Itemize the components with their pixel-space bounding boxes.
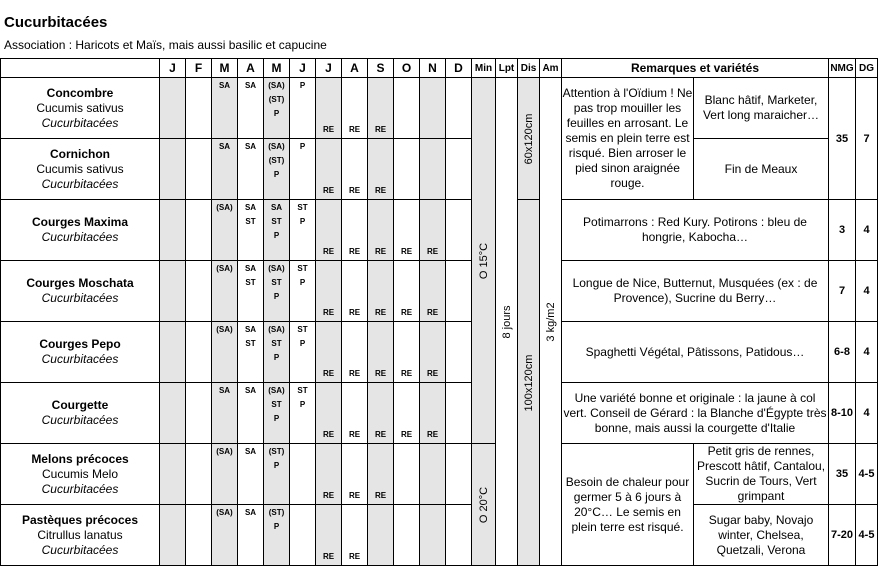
activity-code: (SA) [268, 386, 285, 395]
harvest-code: RE [374, 369, 387, 378]
month-cell [264, 261, 290, 322]
harvest-code: RE [400, 247, 413, 256]
header-month: M [212, 59, 238, 78]
dg-value: 7 [856, 78, 878, 200]
vegetable-latin: Cucumis Melo [41, 466, 119, 481]
table-row [1, 78, 878, 139]
month-cell [342, 505, 368, 566]
harvest-code: RE [400, 308, 413, 317]
vegetable-name: Courges Pepo [39, 337, 121, 351]
activity-code: SA [244, 325, 257, 334]
month-cell [394, 200, 420, 261]
activity-code: P [273, 414, 280, 423]
vegetable-family: Cucurbitacées [41, 230, 119, 244]
remark-varieties: Petit gris de rennes, Prescott hâtif, Cantalou, Sucrin de Tours, Vert grimpant [694, 444, 829, 505]
activity-code: SA [218, 81, 231, 90]
month-cell [290, 200, 316, 261]
month-cell [212, 139, 238, 200]
harvest-code: RE [426, 308, 439, 317]
vegetable-family: Cucurbitacées [41, 291, 119, 305]
month-cell [238, 200, 264, 261]
table-row [1, 261, 878, 322]
header-dg: DG [856, 59, 878, 78]
month-cell [342, 78, 368, 139]
month-cell [420, 505, 446, 566]
activity-code: P [273, 292, 280, 301]
month-cell [420, 444, 446, 505]
vegetable-cell [1, 78, 160, 139]
header-lpt: Lpt [496, 59, 518, 78]
month-cell [186, 261, 212, 322]
month-cell [394, 261, 420, 322]
remark-note: Besoin de chaleur pour germer 5 à 6 jours à 20°C… Le semis en plein terre est risqué. [562, 444, 694, 566]
month-cell [316, 383, 342, 444]
vegetable-name: Melons précoces [31, 451, 129, 466]
harvest-code: RE [322, 552, 335, 561]
month-cell [238, 78, 264, 139]
nmg-value: 3 [829, 200, 856, 261]
activity-code: SA [244, 203, 257, 212]
month-cell [160, 78, 186, 139]
harvest-code: RE [348, 552, 361, 561]
table-row [1, 322, 878, 383]
activity-code: (SA) [268, 325, 285, 334]
harvest-code: RE [322, 491, 335, 500]
month-cell [368, 322, 394, 383]
month-cell [238, 261, 264, 322]
activity-code: ST [245, 217, 256, 226]
vegetable-latin: Cucumis sativus [36, 100, 124, 115]
header-month: M [264, 59, 290, 78]
activity-code: SA [218, 142, 231, 151]
month-cell [316, 444, 342, 505]
min-temp-cell [472, 78, 496, 444]
dis-cell [518, 200, 540, 566]
month-cell [342, 200, 368, 261]
month-cell [264, 444, 290, 505]
nmg-value: 7-20 [829, 505, 856, 566]
activity-code: (ST) [268, 156, 285, 165]
month-cell [368, 139, 394, 200]
activity-code: P [273, 231, 280, 240]
dg-value: 4 [856, 322, 878, 383]
header-month: D [446, 59, 472, 78]
header-dis: Dis [518, 59, 540, 78]
activity-code: (SA) [216, 447, 233, 456]
month-cell [290, 505, 316, 566]
activity-code: (SA) [268, 264, 285, 273]
harvest-code: RE [322, 125, 335, 134]
month-cell [394, 444, 420, 505]
vegetable-name: Courges Moschata [26, 276, 134, 290]
month-cell [212, 261, 238, 322]
month-cell [342, 261, 368, 322]
activity-code: ST [271, 217, 282, 226]
vegetable-cell [1, 322, 160, 383]
vegetable-cell [1, 200, 160, 261]
activity-code: (ST) [268, 508, 285, 517]
month-cell [394, 78, 420, 139]
lpt-text: 8 jours [500, 304, 513, 339]
activity-code: P [299, 142, 306, 151]
header-month: F [186, 59, 212, 78]
nmg-value: 6-8 [829, 322, 856, 383]
harvest-code: RE [348, 430, 361, 439]
month-cell [264, 78, 290, 139]
harvest-code: RE [322, 247, 335, 256]
table-row [1, 139, 878, 200]
dg-value: 4 [856, 383, 878, 444]
activity-code: SA [244, 264, 257, 273]
harvest-code: RE [374, 491, 387, 500]
month-cell [186, 139, 212, 200]
harvest-code: RE [426, 247, 439, 256]
month-cell [420, 78, 446, 139]
vegetable-family: Cucurbitacées [41, 176, 119, 191]
month-cell [342, 383, 368, 444]
calendar-table [0, 58, 878, 566]
month-cell [446, 78, 472, 139]
header-month: A [342, 59, 368, 78]
remark-varieties: Potimarrons : Red Kury. Potirons : bleu de hongrie, Kabocha… [562, 200, 829, 261]
month-cell [212, 78, 238, 139]
activity-code: ST [297, 325, 308, 334]
month-cell [420, 261, 446, 322]
activity-code: SA [244, 142, 257, 151]
month-cell [394, 322, 420, 383]
vegetable-latin: Citrullus lanatus [37, 527, 123, 542]
month-cell [160, 383, 186, 444]
remark-varieties: Longue de Nice, Butternut, Musquées (ex : de Provence), Sucrine du Berry… [562, 261, 829, 322]
activity-code: ST [271, 400, 282, 409]
activity-code: (ST) [268, 447, 285, 456]
remark-varieties: Sugar baby, Novajo winter, Chelsea, Quetzali, Verona [694, 505, 829, 566]
month-cell [186, 383, 212, 444]
activity-code: (SA) [216, 325, 233, 334]
month-cell [160, 505, 186, 566]
dis-cell [518, 78, 540, 200]
harvest-code: RE [374, 430, 387, 439]
month-cell [446, 444, 472, 505]
harvest-code: RE [322, 369, 335, 378]
activity-code: P [299, 339, 306, 348]
month-cell [264, 200, 290, 261]
table-row [1, 505, 878, 566]
month-cell [368, 505, 394, 566]
month-cell [368, 444, 394, 505]
vegetable-cell [1, 444, 160, 505]
month-cell [160, 444, 186, 505]
month-cell [160, 261, 186, 322]
month-cell [394, 139, 420, 200]
month-cell [290, 383, 316, 444]
vegetable-name: Concombre [46, 85, 114, 100]
am-text: 3 kg/m2 [544, 301, 557, 342]
month-cell [290, 322, 316, 383]
month-cell [264, 322, 290, 383]
harvest-code: RE [322, 430, 335, 439]
harvest-code: RE [348, 369, 361, 378]
activity-code: SA [244, 386, 257, 395]
month-cell [238, 444, 264, 505]
header-month: N [420, 59, 446, 78]
month-cell [160, 139, 186, 200]
month-cell [238, 505, 264, 566]
vegetable-name: Courgette [51, 398, 109, 412]
month-cell [186, 505, 212, 566]
harvest-code: RE [374, 125, 387, 134]
nmg-value: 8-10 [829, 383, 856, 444]
month-cell [446, 200, 472, 261]
header-remarques: Remarques et variétés [562, 59, 829, 78]
month-cell [212, 200, 238, 261]
month-cell [186, 322, 212, 383]
month-cell [420, 383, 446, 444]
harvest-code: RE [348, 125, 361, 134]
remark-note: Attention à l'Oïdium ! Ne pas trop mouiller les feuilles en arrosant. Le semis en plein terre est risqué. Bien arroser le pied sinon araignée rouge. [562, 78, 694, 200]
month-cell [186, 78, 212, 139]
header-month: S [368, 59, 394, 78]
month-cell [316, 78, 342, 139]
harvest-code: RE [426, 430, 439, 439]
remark-varieties: Une variété bonne et originale : la jaune à col vert. Conseil de Gérard : la Blanche d'Égypte très bonne, mais aussi la courgette d'Italie [562, 383, 829, 444]
month-cell [420, 322, 446, 383]
activity-code: ST [245, 278, 256, 287]
header-nmg: NMG [829, 59, 856, 78]
table-row [1, 200, 878, 261]
dis-text: 100x120cm [522, 354, 535, 411]
page-subtitle: Association : Haricots et Maïs, mais aussi basilic et capucine [4, 38, 327, 52]
activity-code: P [299, 400, 306, 409]
month-cell [212, 505, 238, 566]
header-month: J [290, 59, 316, 78]
harvest-code: RE [400, 430, 413, 439]
activity-code: (SA) [268, 81, 285, 90]
lpt-cell [496, 78, 518, 566]
month-cell [160, 322, 186, 383]
harvest-code: RE [322, 308, 335, 317]
month-cell [264, 505, 290, 566]
min-temp-cell [472, 444, 496, 566]
vegetable-family: Cucurbitacées [41, 352, 119, 366]
activity-code: SA [218, 386, 231, 395]
month-cell [446, 139, 472, 200]
vegetable-cell [1, 261, 160, 322]
activity-code: P [273, 170, 280, 179]
activity-code: P [273, 461, 280, 470]
header-month: O [394, 59, 420, 78]
activity-code: P [299, 81, 306, 90]
harvest-code: RE [400, 369, 413, 378]
month-cell [212, 383, 238, 444]
harvest-code: RE [322, 186, 335, 195]
activity-code: (SA) [216, 203, 233, 212]
activity-code: P [273, 109, 280, 118]
vegetable-name: Cornichon [50, 146, 110, 161]
activity-code: ST [245, 339, 256, 348]
dg-value: 4 [856, 261, 878, 322]
vegetable-name: Courges Maxima [31, 215, 129, 229]
activity-code: (SA) [216, 508, 233, 517]
nmg-value: 35 [829, 444, 856, 505]
month-cell [212, 444, 238, 505]
harvest-code: RE [374, 186, 387, 195]
activity-code: P [273, 522, 280, 531]
activity-code: P [299, 217, 306, 226]
month-cell [446, 505, 472, 566]
activity-code: ST [271, 339, 282, 348]
vegetable-family: Cucurbitacées [41, 481, 119, 496]
month-cell [264, 383, 290, 444]
activity-code: (SA) [216, 264, 233, 273]
month-cell [186, 200, 212, 261]
dg-value: 4-5 [856, 444, 878, 505]
month-cell [290, 261, 316, 322]
harvest-code: RE [348, 308, 361, 317]
month-cell [290, 78, 316, 139]
activity-code: (ST) [268, 95, 285, 104]
activity-code: SA [270, 203, 283, 212]
header-month: J [316, 59, 342, 78]
harvest-code: RE [374, 308, 387, 317]
month-cell [368, 383, 394, 444]
month-cell [212, 322, 238, 383]
harvest-code: RE [426, 369, 439, 378]
page-title: Cucurbitacées [4, 14, 108, 31]
vegetable-latin: Cucumis sativus [36, 161, 124, 176]
harvest-code: RE [374, 247, 387, 256]
month-cell [238, 322, 264, 383]
month-cell [368, 200, 394, 261]
table-row [1, 444, 878, 505]
vegetable-family: Cucurbitacées [41, 115, 119, 130]
activity-code: SA [244, 508, 257, 517]
month-cell [316, 200, 342, 261]
month-cell [316, 261, 342, 322]
activity-code: SA [244, 447, 257, 456]
month-cell [368, 261, 394, 322]
am-cell [540, 78, 562, 566]
month-cell [394, 505, 420, 566]
dg-value: 4-5 [856, 505, 878, 566]
vegetable-cell [1, 383, 160, 444]
header-am: Am [540, 59, 562, 78]
month-cell [238, 383, 264, 444]
activity-code: ST [297, 264, 308, 273]
table-row [1, 383, 878, 444]
month-cell [290, 444, 316, 505]
month-cell [446, 261, 472, 322]
vegetable-family: Cucurbitacées [41, 542, 119, 557]
vegetable-cell [1, 139, 160, 200]
month-cell [238, 139, 264, 200]
month-cell [342, 139, 368, 200]
activity-code: (SA) [268, 142, 285, 151]
month-cell [394, 383, 420, 444]
dis-text: 60x120cm [522, 113, 535, 164]
nmg-value: 35 [829, 78, 856, 200]
activity-code: ST [297, 386, 308, 395]
activity-code: P [299, 278, 306, 287]
vegetable-family: Cucurbitacées [41, 413, 119, 427]
vegetable-name: Pastèques précoces [21, 512, 139, 527]
harvest-code: RE [348, 186, 361, 195]
month-cell [316, 322, 342, 383]
month-cell [160, 200, 186, 261]
min-temp-text: O 15°C [477, 242, 490, 279]
month-cell [446, 322, 472, 383]
remark-varieties: Spaghetti Végétal, Pâtissons, Patidous… [562, 322, 829, 383]
header-blank [1, 59, 160, 78]
month-cell [446, 383, 472, 444]
dg-value: 4 [856, 200, 878, 261]
header-month: A [238, 59, 264, 78]
remark-varieties: Blanc hâtif, Marketer, Vert long maraicher… [694, 78, 829, 139]
month-cell [186, 444, 212, 505]
month-cell [420, 139, 446, 200]
month-cell [290, 139, 316, 200]
header-row [1, 59, 878, 78]
activity-code: ST [271, 278, 282, 287]
header-month: J [160, 59, 186, 78]
activity-code: P [273, 353, 280, 362]
nmg-value: 7 [829, 261, 856, 322]
activity-code: ST [297, 203, 308, 212]
remark-varieties: Fin de Meaux [694, 139, 829, 200]
month-cell [342, 444, 368, 505]
month-cell [316, 505, 342, 566]
harvest-code: RE [348, 491, 361, 500]
month-cell [368, 78, 394, 139]
month-cell [316, 139, 342, 200]
harvest-code: RE [348, 247, 361, 256]
month-cell [342, 322, 368, 383]
activity-code: SA [244, 81, 257, 90]
header-min: Min [472, 59, 496, 78]
month-cell [264, 139, 290, 200]
month-cell [420, 200, 446, 261]
vegetable-cell [1, 505, 160, 566]
min-temp-text: O 20°C [477, 486, 490, 523]
